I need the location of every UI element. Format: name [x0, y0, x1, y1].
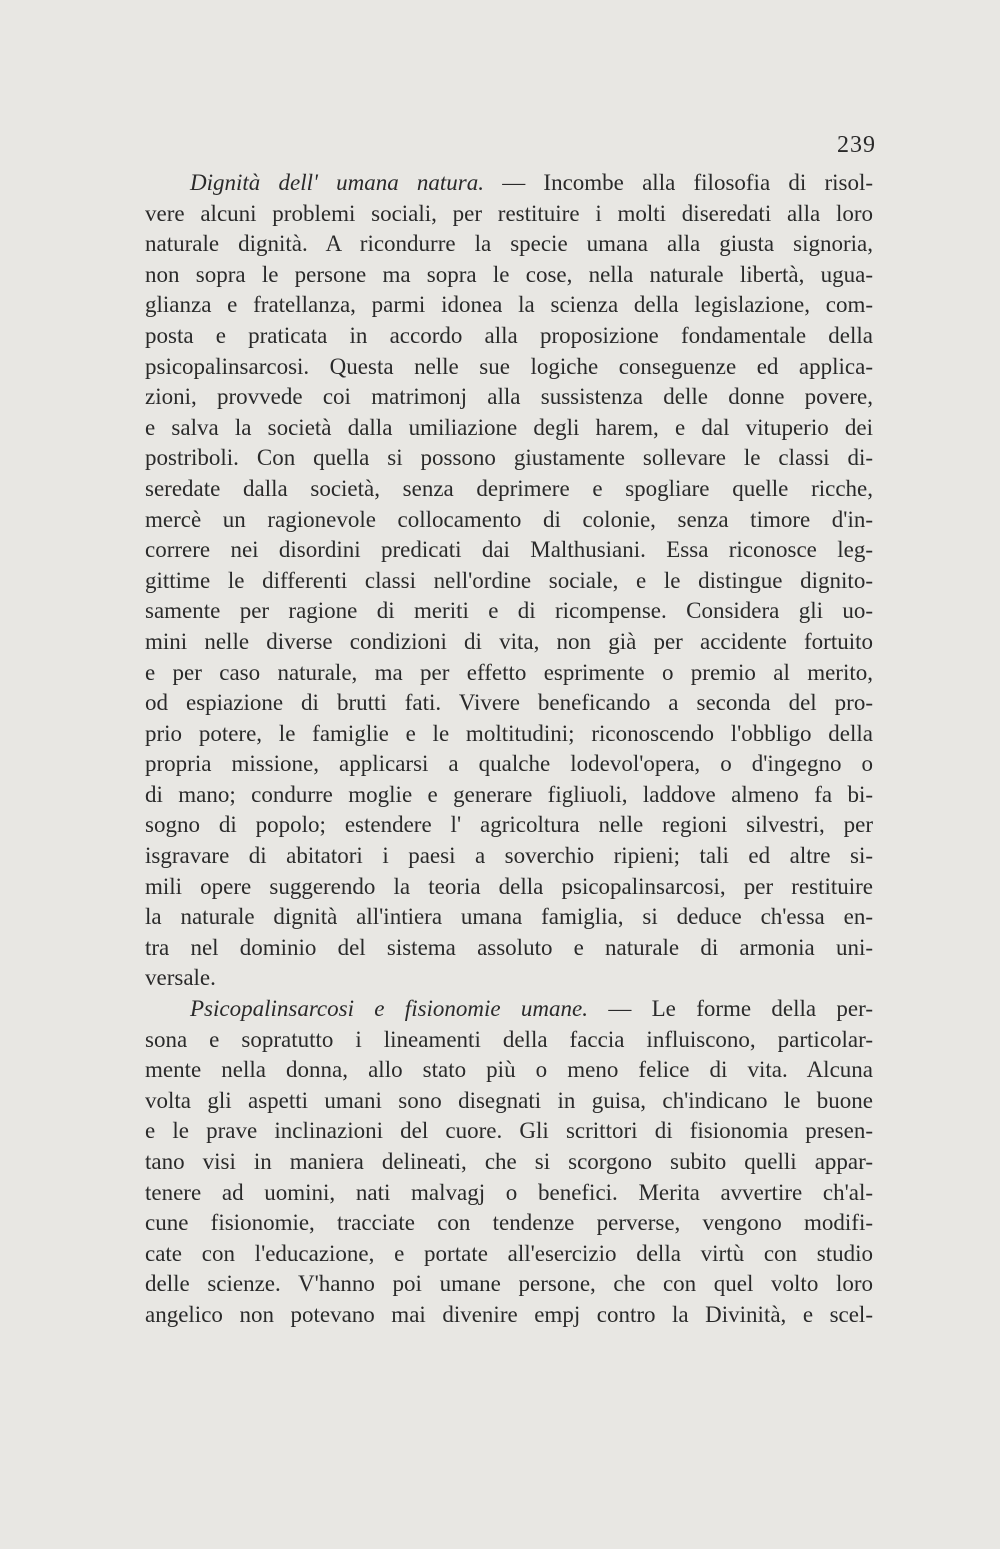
text-line: volta gli aspetti umani sono disegnati in guisa, ch'indicano le buone — [145, 1087, 873, 1113]
section-heading: Psicopalinsarcosi e fisionomie umane. — [190, 996, 589, 1022]
text-line: posta e praticata in accordo alla proposizione fondamentale della — [145, 322, 873, 348]
text-line: delle scienze. V'hanno poi umane persone, che con quel volto loro — [145, 1271, 873, 1297]
text-line: propria missione, applicarsi a qualche lodevol'opera, o d'ingegno o — [145, 751, 873, 777]
text-line: isgravare di abitatori i paesi a soverchio ripieni; tali ed altre si- — [145, 843, 873, 869]
text-line: mercè un ragionevole collocamento di colonie, senza timore d'in- — [145, 506, 873, 532]
section-heading: Dignità dell' umana natura. — [190, 170, 485, 195]
text-line: tano visi in maniera delineati, che si scorgono subito quelli appar- — [145, 1149, 873, 1174]
text-line: naturale dignità. A ricondurre la specie umana alla giusta signoria, — [145, 231, 873, 257]
paragraph-first-line — [145, 994, 873, 1025]
text-line: vere alcuni problemi sociali, per restituire i molti diseredati alla loro — [145, 200, 873, 226]
text-line: mili opere suggerendo la teoria della psicopalinsarcosi, per restituire — [145, 873, 873, 899]
text-line: sogno di popolo; estendere l' agricoltura nelle regioni silvestri, per — [145, 812, 873, 838]
text-line: angelico non potevano mai divenire empj contro la Divinità, e scel- — [145, 1301, 873, 1327]
text-line: zioni, provvede coi matrimonj alla sussistenza delle donne povere, — [145, 384, 873, 410]
text-line: tenere ad uomini, nati malvagj o benefici. Merita avvertire ch'al- — [145, 1179, 873, 1205]
text-line: gittime le differenti classi nell'ordine sociale, e le distingue dignito- — [145, 567, 873, 593]
text-line: prio potere, le famiglie e le moltitudini; riconoscendo l'obbligo della — [145, 720, 873, 746]
text-line: samente per ragione di meriti e di ricompense. Considera gli uo- — [145, 598, 873, 624]
text-line: od espiazione di brutti fati. Vivere beneficando a seconda del pro- — [145, 690, 873, 716]
text-line: non sopra le persone ma sopra le cose, nella naturale libertà, ugua- — [145, 261, 873, 287]
text-line: psicopalinsarcosi. Questa nelle sue logiche conseguenze ed applica- — [145, 353, 873, 379]
text-line: cune fisionomie, tracciate con tendenze perverse, vengono modifi- — [145, 1210, 873, 1236]
page-text — [145, 168, 873, 1331]
text-line: e salva la società dalla umiliazione degli harem, e dal vituperio dei — [145, 414, 873, 440]
text-line: e le prave inclinazioni del cuore. Gli scrittori di fisionomia presen- — [145, 1118, 873, 1144]
text-line: versale. — [145, 965, 216, 991]
text-line: di mano; condurre moglie e generare figliuoli, laddove almeno fa bi- — [145, 781, 873, 807]
text-line: — Incombe alla filosofia di risol- — [484, 170, 873, 195]
text-line: mini nelle diverse condizioni di vita, non già per accidente fortuito — [145, 628, 873, 654]
text-line: postriboli. Con quella si possono giustamente sollevare le classi di- — [145, 445, 873, 471]
text-line: seredate dalla società, senza deprimere e spogliare quelle ricche, — [145, 475, 873, 501]
text-line: cate con l'educazione, e portate all'esercizio della virtù con studio — [145, 1240, 873, 1266]
text-line: correre nei disordini predicati dai Malthusiani. Essa riconosce leg- — [145, 537, 873, 563]
text-line: mente nella donna, allo stato più o meno felice di vita. Alcuna — [145, 1057, 873, 1083]
text-line: e per caso naturale, ma per effetto esprimente o premio al merito, — [145, 659, 873, 685]
text-line: — Le forme della per- — [588, 996, 873, 1022]
paragraph-first-line — [145, 168, 873, 199]
text-line: la naturale dignità all'intiera umana famiglia, si deduce ch'essa en- — [145, 904, 873, 930]
text-line: tra nel dominio del sistema assoluto e naturale di armonia uni- — [145, 934, 873, 960]
text-line: sona e sopratutto i lineamenti della faccia influiscono, particolar- — [145, 1026, 873, 1052]
text-line: glianza e fratellanza, parmi idonea la scienza della legislazione, com- — [145, 292, 873, 318]
page-number: 239 — [837, 132, 876, 158]
